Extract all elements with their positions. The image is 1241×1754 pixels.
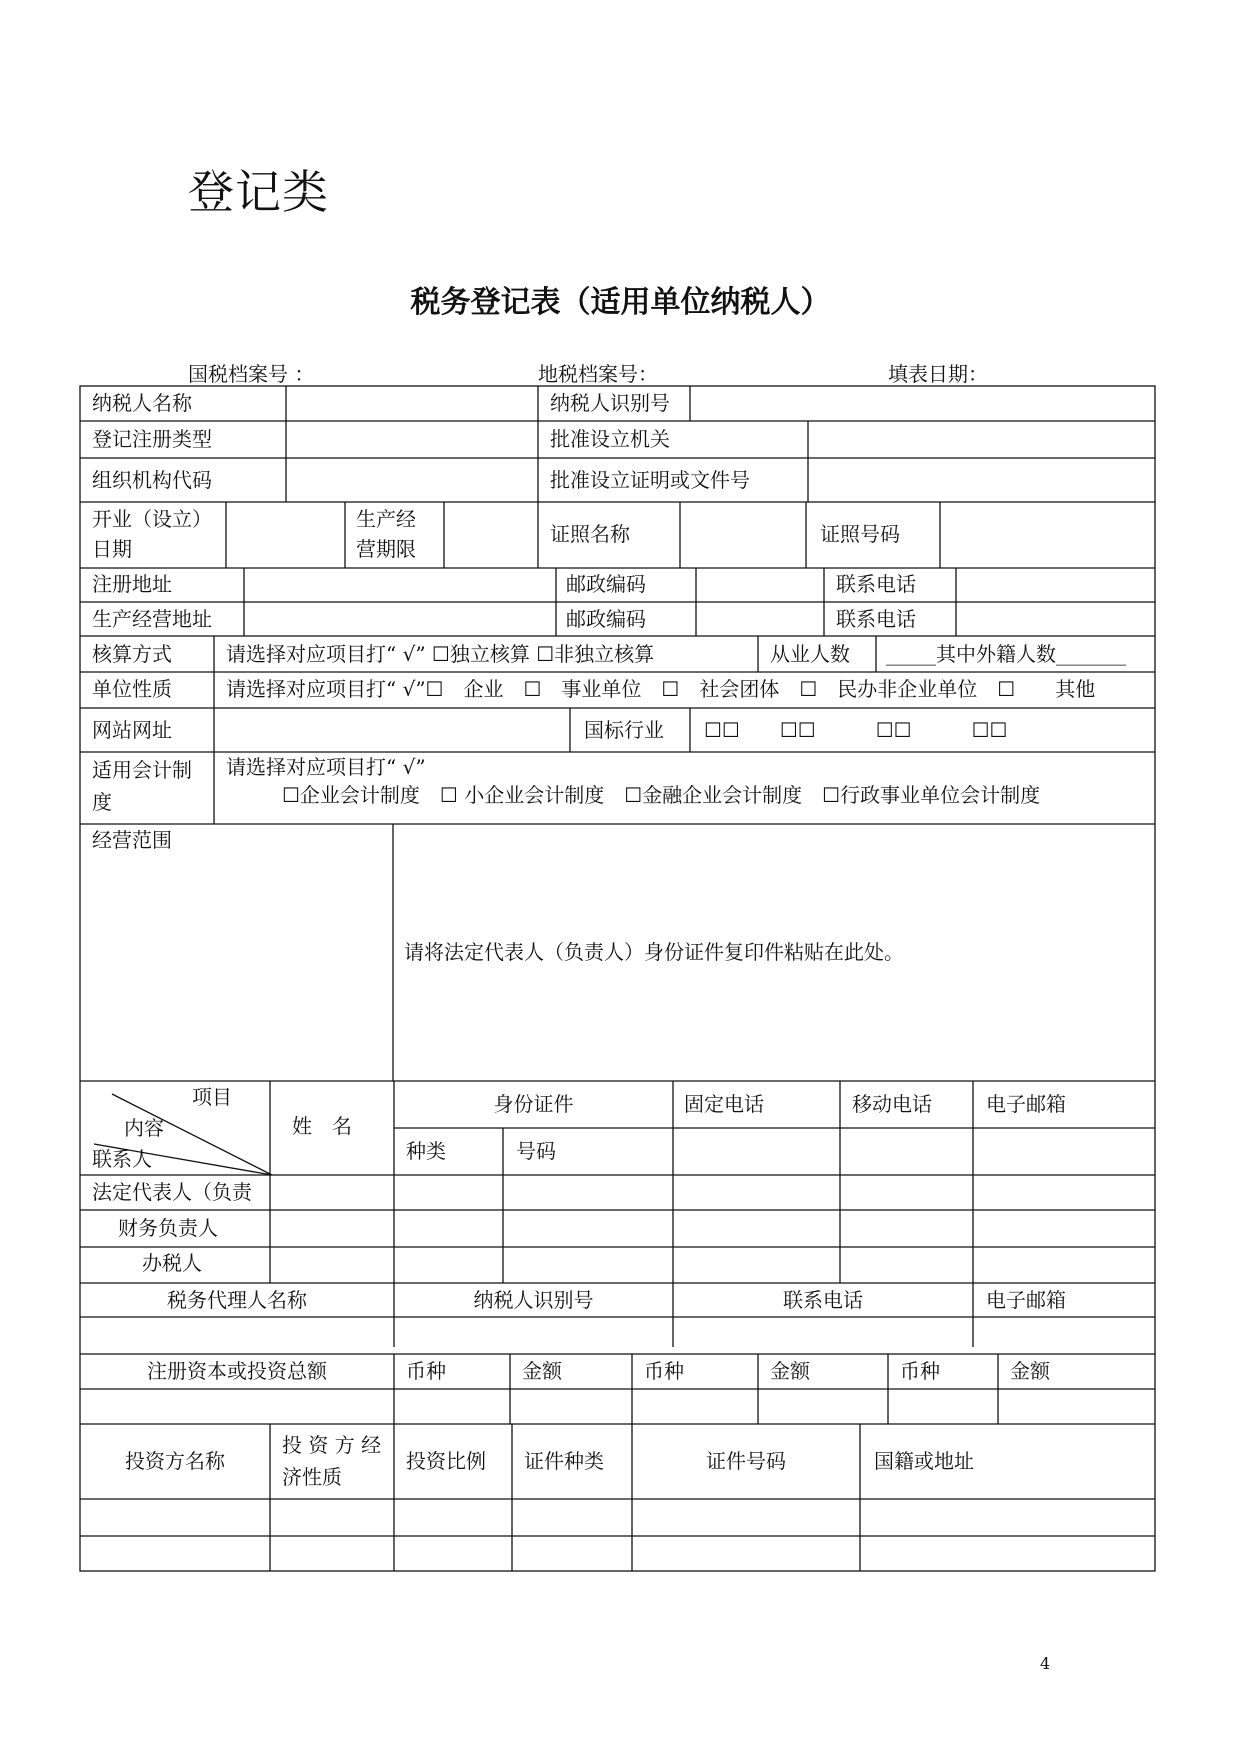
amount-label-1: 金额 bbox=[522, 1359, 562, 1383]
accounting-label: 核算方式 bbox=[92, 642, 172, 666]
id-doc-header: 身份证件 bbox=[493, 1092, 574, 1116]
invest-ratio-header: 投资比例 bbox=[406, 1449, 486, 1473]
agent-phone-header: 联系电话 bbox=[783, 1288, 863, 1312]
employees-label: 从业人数 bbox=[770, 642, 850, 666]
industry-boxes[interactable]: ☐☐ ☐☐ ☐☐ ☐☐ bbox=[704, 718, 1008, 742]
mobile-header: 移动电话 bbox=[852, 1092, 932, 1116]
landline-header: 固定电话 bbox=[684, 1092, 764, 1116]
unit-nature-options[interactable]: 请选择对应项目打“ √”☐ 企业 ☐ 事业单位 ☐ 社会团体 ☐ 民办非企业单位 ☐ 其他 bbox=[226, 677, 1096, 701]
acc-system-options[interactable]: ☐企业会计制度 ☐ 小企业会计制度 ☐金融企业会计制度 ☐行政事业单位会计制度 bbox=[282, 783, 1041, 807]
investor-nature-header: 投 资 方 经 bbox=[282, 1433, 382, 1457]
email-header: 电子邮箱 bbox=[986, 1092, 1066, 1116]
finance-head-label: 财务负责人 bbox=[118, 1216, 218, 1240]
unit-nature-label: 单位性质 bbox=[92, 677, 172, 701]
employees-foreign-field[interactable]: _____其中外籍人数_______ bbox=[886, 642, 1126, 666]
period-label: 生产经 bbox=[356, 507, 416, 531]
section-heading: 登记类 bbox=[188, 165, 329, 219]
table-border bbox=[80, 386, 1155, 1571]
investor-name-header: 投资方名称 bbox=[125, 1449, 225, 1473]
biz-scope-label: 经营范围 bbox=[92, 828, 172, 852]
agent-email-header: 电子邮箱 bbox=[986, 1288, 1066, 1312]
amount-label-3: 金额 bbox=[1010, 1359, 1050, 1383]
reg-type-label: 登记注册类型 bbox=[92, 427, 212, 451]
reg-address-label: 注册地址 bbox=[92, 572, 172, 596]
approval-org-label: 批准设立机关 bbox=[550, 427, 670, 451]
license-name-label: 证照名称 bbox=[550, 522, 630, 546]
industry-label: 国标行业 bbox=[584, 718, 664, 742]
acc-system-prompt: 请选择对应项目打“ √” bbox=[226, 755, 426, 779]
name-header: 姓 名 bbox=[292, 1114, 352, 1138]
currency-label-3: 币种 bbox=[900, 1359, 940, 1383]
approval-doc-label: 批准设立证明或文件号 bbox=[550, 468, 750, 492]
tax-officer-label: 办税人 bbox=[142, 1251, 202, 1275]
acc-system-label-2: 度 bbox=[92, 790, 112, 814]
diag-content-label: 内容 bbox=[124, 1116, 164, 1140]
postcode-label-2: 邮政编码 bbox=[566, 607, 646, 631]
national-file-no-label: 国税档案号 ： bbox=[188, 362, 315, 386]
fill-date-label: 填表日期： bbox=[888, 362, 988, 386]
currency-label-2: 币种 bbox=[644, 1359, 684, 1383]
page-number: 4 bbox=[1040, 1654, 1051, 1673]
open-date-label: 开业（设立） bbox=[92, 507, 212, 531]
website-label: 网站网址 bbox=[92, 718, 172, 742]
id-type-header: 种类 bbox=[406, 1139, 446, 1163]
license-no-label: 证照号码 bbox=[820, 522, 900, 546]
id-number-header: 号码 bbox=[516, 1139, 556, 1163]
postcode-label: 邮政编码 bbox=[566, 572, 646, 596]
nationality-header: 国籍或地址 bbox=[874, 1449, 974, 1473]
open-date-label-2: 日期 bbox=[92, 537, 132, 561]
id-paste-note: 请将法定代表人（负责人）身份证件复印件粘贴在此处。 bbox=[404, 940, 904, 964]
taxpayer-name-label: 纳税人名称 bbox=[92, 391, 192, 415]
diag-item-label: 项目 bbox=[192, 1085, 232, 1109]
legal-rep-label: 法定代表人（负责 bbox=[92, 1180, 252, 1204]
amount-label-2: 金额 bbox=[770, 1359, 810, 1383]
accounting-options[interactable]: 请选择对应项目打“ √” ☐独立核算 ☐非独立核算 bbox=[226, 642, 655, 666]
currency-label-1: 币种 bbox=[406, 1359, 446, 1383]
diag-contact-label: 联系人 bbox=[92, 1147, 152, 1171]
org-code-label: 组织机构代码 bbox=[92, 468, 212, 492]
biz-address-label: 生产经营地址 bbox=[92, 607, 212, 631]
phone-label-2: 联系电话 bbox=[836, 607, 916, 631]
investor-nature-header-2: 济性质 bbox=[282, 1465, 342, 1489]
acc-system-label: 适用会计制 bbox=[92, 758, 192, 782]
phone-label: 联系电话 bbox=[836, 572, 916, 596]
period-label-2: 营期限 bbox=[356, 537, 416, 561]
agent-name-header: 税务代理人名称 bbox=[167, 1288, 307, 1312]
cert-no-header: 证件号码 bbox=[706, 1449, 786, 1473]
agent-taxpayer-id-header: 纳税人识别号 bbox=[473, 1288, 594, 1312]
taxpayer-id-label: 纳税人识别号 bbox=[550, 391, 670, 415]
form-title: 税务登记表（适用单位纳税人） bbox=[410, 285, 831, 320]
local-file-no-label: 地税档案号： bbox=[538, 362, 658, 386]
capital-label: 注册资本或投资总额 bbox=[147, 1359, 327, 1383]
cert-type-header: 证件种类 bbox=[524, 1449, 604, 1473]
